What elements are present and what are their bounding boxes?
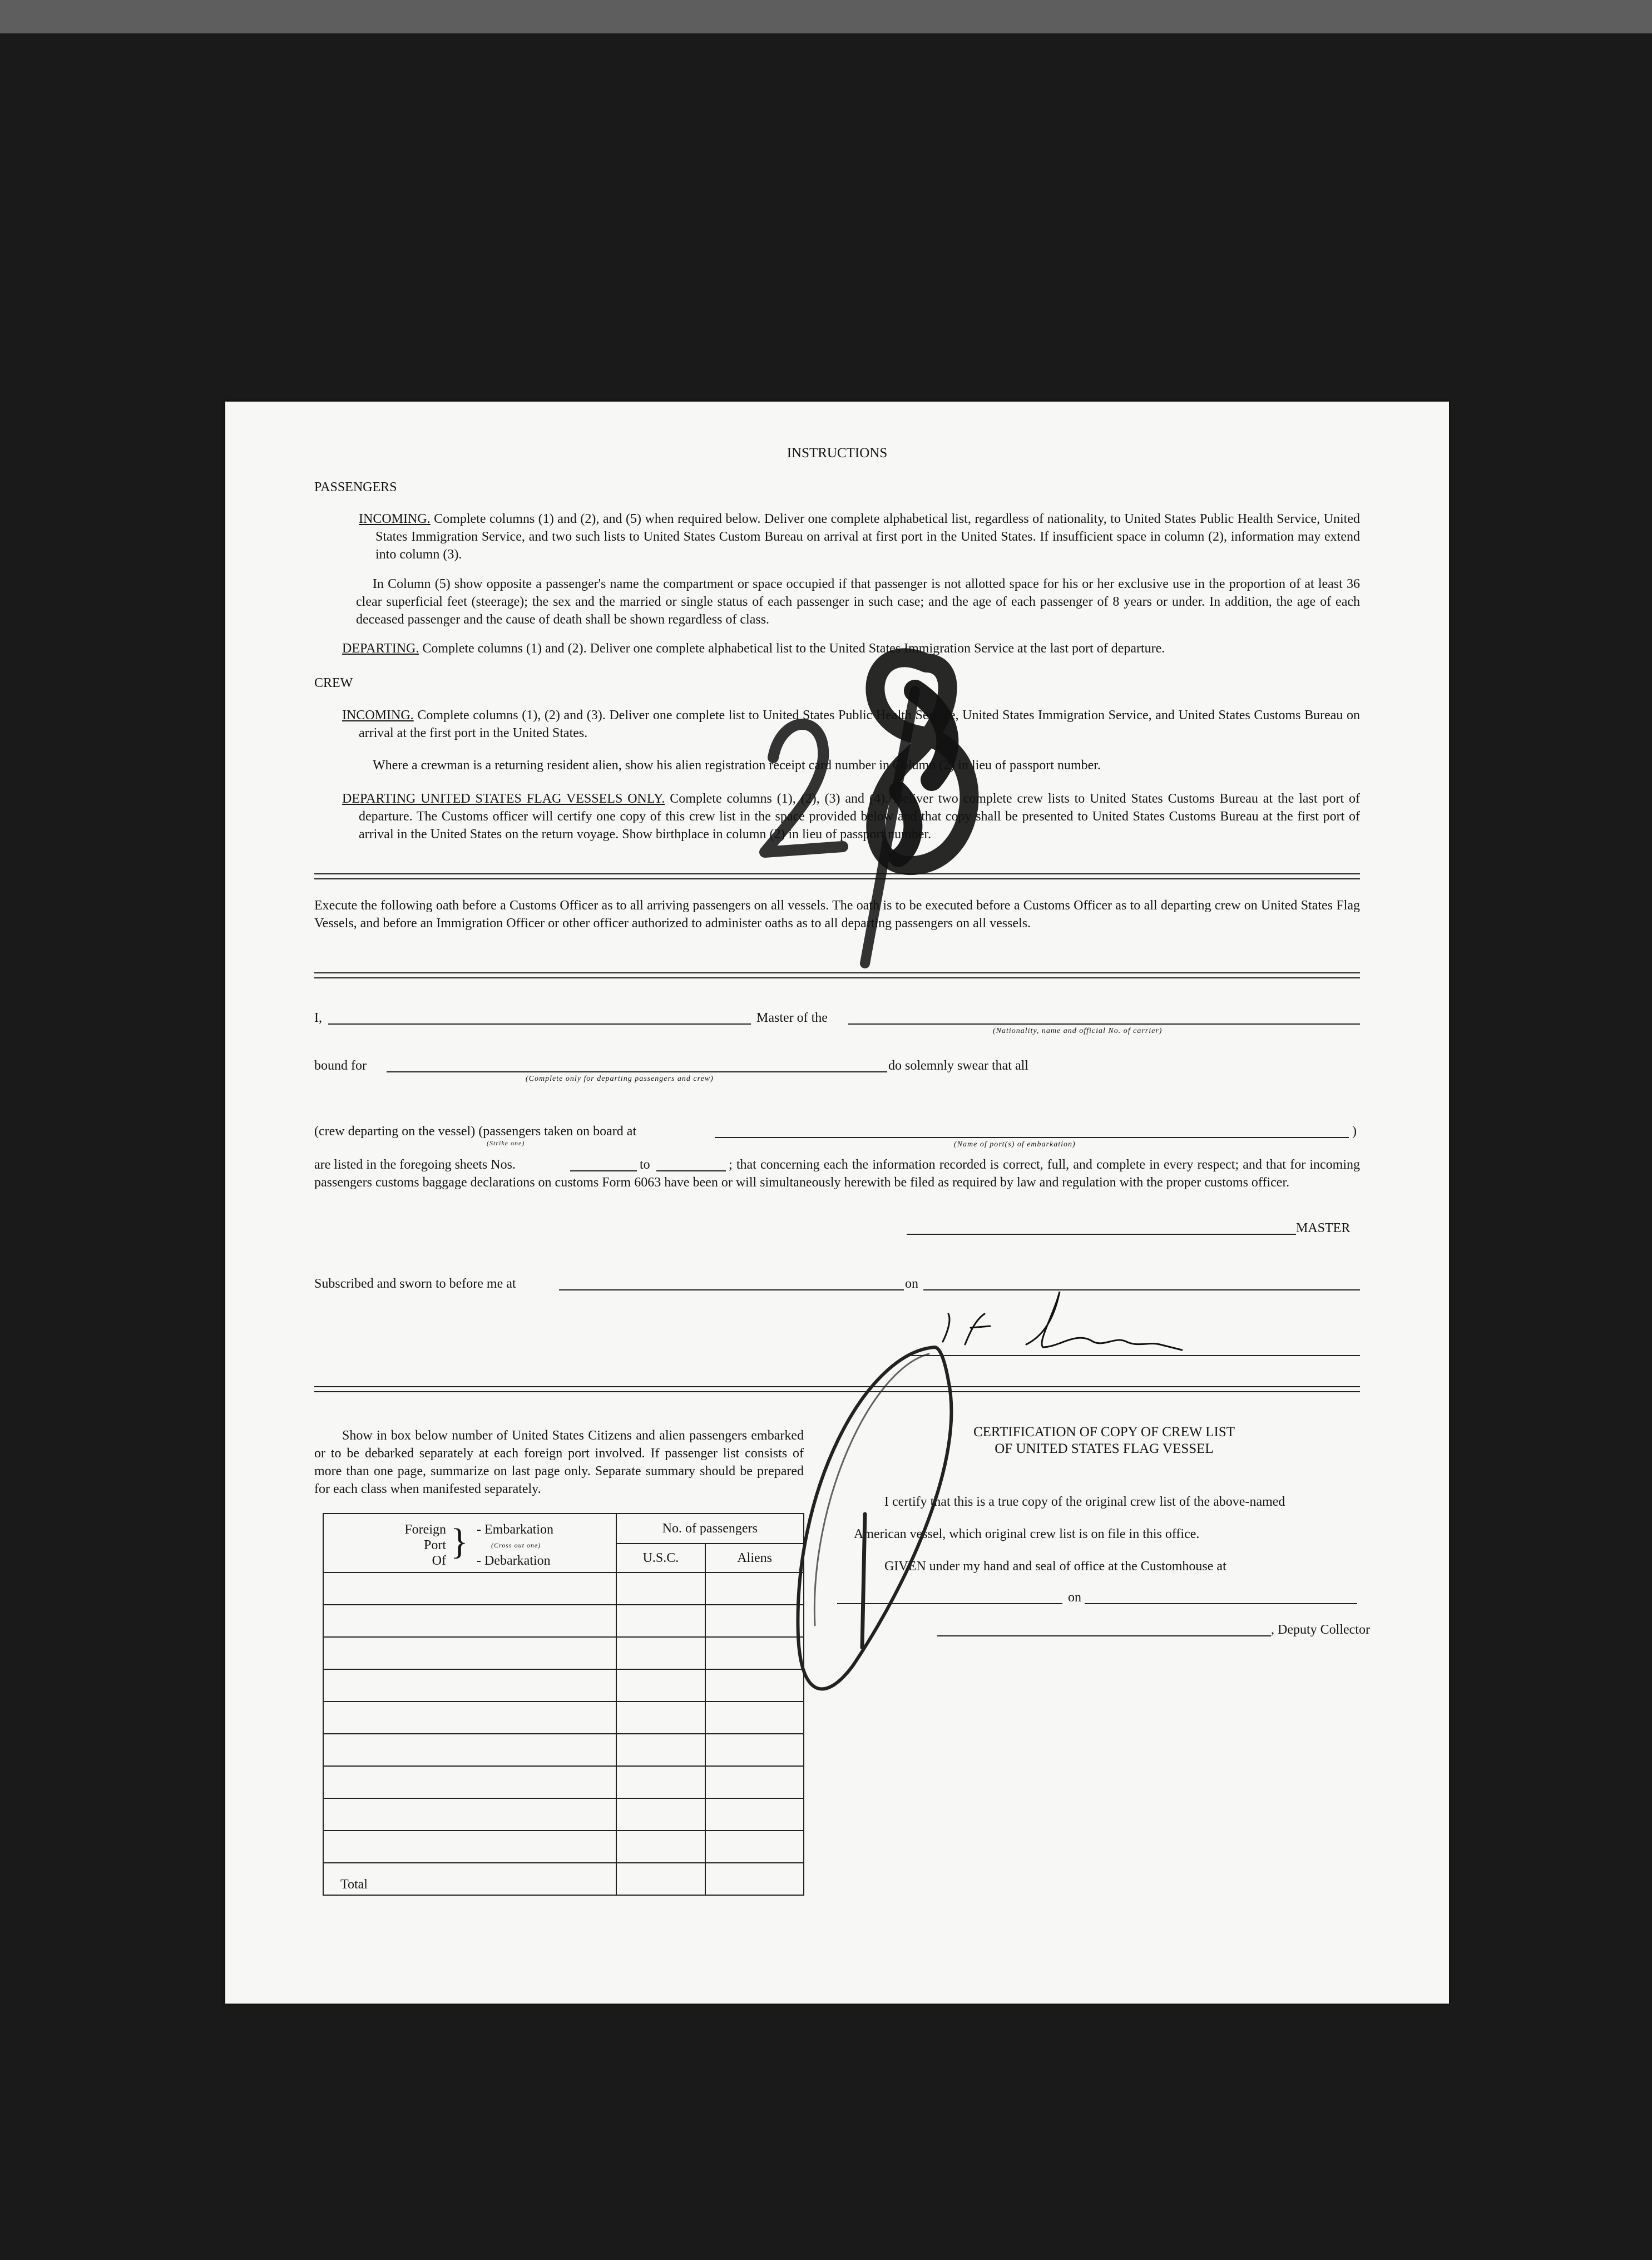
summary-instructions: Show in box below number of United States Citizens and alien passengers embarked or to be debarked separately at each foreign port involved. If passenger list consists of more than one page, summarize on last page only. Separate summary should be prepared for each class when manifested separately. (314, 1428, 804, 1496)
passengers-heading: PASSENGERS (314, 480, 397, 494)
embarkation-label: - Embarkation (477, 1522, 553, 1537)
port-caption: (Name of port(s) of embarkation) (954, 1140, 1076, 1149)
usc-header: U.S.C. (616, 1544, 706, 1572)
aliens-header: Aliens (705, 1544, 804, 1572)
bound-for-label: bound for (314, 1059, 367, 1073)
incoming-text: Complete columns (1) and (2), and (5) when required below. Deliver one complete alphabetical list, regardless of nationality, to United States Public Health Service, United States Immigration Service, and two such lists to United States Custom Bureau on arrival at first port in the United States. If insufficient space in column (2), information may extend into column (3). (375, 512, 1361, 562)
certify-text-2: American vessel, which original crew list is on file in this office. (854, 1527, 1200, 1541)
crewman-text: Where a crewman is a returning resident alien, show his alien registration receipt card number in Column (2) in lieu of passport number. (373, 758, 1101, 773)
subscribed-text: Subscribed and sworn to before me at (314, 1277, 516, 1291)
crayon-number-mark (765, 657, 970, 963)
close-paren: ) (1352, 1124, 1357, 1139)
oath-i-label: I, (314, 1011, 322, 1025)
oath-intro: Execute the following oath before a Customs Officer as to all arriving passengers on all vessels. The oath is to be executed before a Customs Officer as to all departing crew on United States Flag Vessels, and before an Immigration Officer or other officer authorized to administer oaths as to all departing passengers on all vessels. (314, 898, 1360, 931)
foreign-label: Foreign (404, 1522, 446, 1537)
departing-text: Complete columns (1) and (2). Deliver one complete alphabetical list to the United States Immigration Service at the last port of departure. (422, 641, 1165, 656)
certification-title-1: CERTIFICATION OF COPY OF CREW LIST (973, 1425, 1235, 1440)
total-label: Total (323, 1863, 616, 1895)
crew-heading: CREW (314, 676, 353, 690)
officer-signature-mark (943, 1292, 1182, 1350)
given-text: GIVEN under my hand and seal of office at the Customhouse at (884, 1559, 1226, 1574)
incoming-label: INCOMING. (359, 512, 431, 526)
strike-one-caption: (Strike one) (487, 1139, 525, 1147)
of-label: Of (432, 1554, 446, 1568)
deputy-collector-label: , Deputy Collector (1271, 1623, 1370, 1637)
column5-text: In Column (5) show opposite a passenger's name the compartment or space occupied if that passenger is not allotted space for his or her exclusive use in the proportion of at least 36 clear superficial feet (steerage); the sex and the married or single status of each passenger in such case; and the age of each passenger of 8 years or under. In addition, the age of each deceased passenger and the cause of death shall be shown regardless of class. (356, 577, 1360, 627)
debarkation-label: - Debarkation (477, 1554, 551, 1568)
crew-incoming-label: INCOMING. (342, 708, 414, 723)
instructions-title: INSTRUCTIONS (787, 446, 888, 461)
departing-caption: (Complete only for departing passengers and crew) (526, 1075, 714, 1083)
flag-text: Complete columns (1), (2), (3) and (4). Deliver two complete crew lists to United States Customs Bureau at the last port of departure. The Customs officer will certify one copy of this crew list in the space provided below and that copy shall be presented to United States Customs Bureau at the first port of arrival in the United States on the return voyage. Show birthplace in column (2) in lieu of passport number. (359, 792, 1361, 842)
crew-departing-text: (crew departing on the vessel) (passengers taken on board at (314, 1124, 637, 1139)
crayon-circle-mark (798, 1347, 951, 1689)
swear-text: do solemnly swear that all (888, 1059, 1028, 1073)
listed-text-1: are listed in the foregoing sheets Nos. (314, 1158, 516, 1172)
cross-out-caption: (Cross out one) (491, 1541, 541, 1549)
flag-label: DEPARTING UNITED STATES FLAG VESSELS ONLY. (342, 792, 665, 806)
no-of-passengers-header: No. of passengers (616, 1514, 804, 1544)
subscribed-on: on (905, 1277, 918, 1291)
brace-icon: } (451, 1521, 468, 1562)
handwriting-overlay (225, 402, 1449, 2004)
departing-label: DEPARTING. (342, 641, 419, 656)
master-of-label: Master of the (756, 1011, 828, 1025)
document-page (225, 402, 1449, 2004)
cert-on-label: on (1068, 1590, 1081, 1605)
nationality-caption: (Nationality, name and official No. of carrier) (993, 1027, 1163, 1035)
listed-text-2: ; that concerning each the information recorded is correct, full, and complete in every respect; and that for incoming passengers customs baggage declarations on customs Form 6063 have been or will simultaneously herewith be filed as required by law and regulation with the proper customs officer. (314, 1158, 1360, 1190)
certification-title-2: OF UNITED STATES FLAG VESSEL (995, 1441, 1214, 1456)
scanner-edge (0, 0, 1652, 33)
certify-text-1: I certify that this is a true copy of the original crew list of the above-named (884, 1495, 1285, 1509)
master-label: MASTER (1296, 1221, 1351, 1235)
listed-to: to (640, 1158, 650, 1172)
port-label: Port (423, 1538, 446, 1552)
crew-incoming-text: Complete columns (1), (2) and (3). Deliver one complete list to United States Public Health Service, United States Immigration Service, and United States Customs Bureau on arrival at the first port in the United States. (359, 708, 1361, 740)
